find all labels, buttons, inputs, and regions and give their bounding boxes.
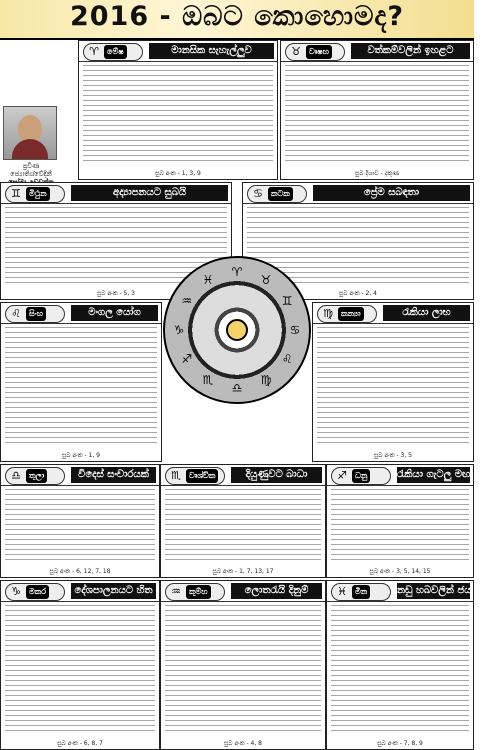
card-title: දියුණුවට බාධා [231,467,322,483]
astrologer-photo [3,106,57,160]
wheel-zodiac-icon: ♐ [181,352,193,366]
wheel-zodiac-icon: ♎ [231,381,243,395]
card-header [79,41,277,62]
lucky-numbers: සුබ අංක - 7, 8, 9 [377,740,423,747]
sun-icon [226,319,248,341]
wheel-zodiac-icon: ♓ [202,272,214,287]
sign-name: තුලා [26,469,47,483]
wheel-zodiac-icon: ♑ [173,323,185,337]
lucky-numbers: සුබ අංක - 1, 7, 13, 17 [212,568,274,575]
card-header [313,303,473,324]
lucky-numbers: සුබ දිශාව - දකුණ [354,170,399,177]
horoscope-card [312,302,474,462]
lucky-numbers: සුබ අංක - 3, 5, 14, 15 [369,568,431,575]
sign-badge [5,305,65,323]
sign-badge [165,583,225,601]
horoscope-card [78,40,278,180]
card-title: ලොතරැයි දිනුම් [231,583,322,599]
wheel-zodiac-icon: ♋ [289,323,301,337]
zodiac-icon: ♐ [337,469,347,482]
page-banner [0,0,474,40]
zodiac-wheel [163,256,311,404]
card-body-text [331,489,469,561]
lucky-numbers: සුබ අංක - 5, 3 [96,290,136,297]
lucky-numbers: සුබ අංක - 3, 5 [373,452,413,459]
sign-name: මේෂ [104,45,127,59]
sign-name: මිථුන [26,187,50,201]
horoscope-card [0,302,162,462]
lucky-numbers: සුබ අංක - 1, 3, 9 [155,170,201,177]
card-header [1,465,159,486]
sign-name: කුම්භ [186,585,211,599]
sign-name: වෘශ්චික [186,469,218,483]
lucky-numbers: සුබ අංක - 4, 8 [223,740,263,747]
card-title: විදෙස් සංචාරයක් [71,467,156,483]
zodiac-icon: ♎ [11,469,21,482]
card-title: ප්‍රේම සබඳතා [313,185,470,201]
sign-name: ධනු [352,469,370,483]
card-header [281,41,473,62]
sign-name: කටක [268,187,293,201]
zodiac-icon: ♑ [11,585,21,598]
card-header [1,581,159,602]
sign-badge [331,583,391,601]
zodiac-icon: ♏ [171,469,181,482]
zodiac-icon: ♍ [323,307,333,320]
zodiac-icon: ♋ [253,187,263,200]
sign-badge [83,43,143,61]
card-title: රැකියා ලාභ [383,305,470,321]
horoscope-card [0,580,160,750]
wheel-zodiac-icon: ♉ [260,272,272,287]
card-title: නඩු හබවලින් ජය [397,583,470,599]
card-title: වත්කම්වලින් ඉහළට [351,43,470,59]
card-title: දේශපාලනයට හිත [71,583,156,599]
horoscope-card [280,40,474,180]
card-body-text [317,327,469,445]
lucky-numbers: සුබ අංක - 6, 8, 7 [57,740,103,747]
wheel-zodiac-icon: ♒ [181,294,193,308]
astrologer-title: ප්‍රවීණ ජ්‍යොතිශ්වේදිනී [10,162,52,178]
card-header [1,303,161,324]
sign-name: කන්‍යා [338,307,364,321]
lucky-numbers: සුබ අංක - 6, 12, 7, 18 [49,568,111,575]
zodiac-icon: ♓ [337,585,347,598]
horoscope-card [326,464,497,578]
card-header [327,581,473,602]
zodiac-icon: ♌ [11,307,21,320]
wheel-zodiac-icon: ♈ [231,265,243,279]
sign-badge [5,467,65,485]
card-body-text [5,489,155,561]
card-title: මානසික සැහැල්ලුව [149,43,274,59]
card-body-text [83,65,273,163]
sign-name: මීන [352,585,370,599]
card-body-text [165,489,321,561]
sign-name: වෘෂභ [306,45,332,59]
wheel-zodiac-icon: ♊ [281,294,293,308]
sign-badge [5,583,65,601]
sign-badge [165,467,225,485]
horoscope-card [160,580,326,750]
horoscope-card [160,464,326,578]
card-title: රැකියා ගැටලු මඟ හැරේ [397,467,470,483]
astrologer-card [0,40,76,180]
zodiac-icon: ♉ [291,45,301,58]
card-body-text [331,605,469,733]
horoscope-card [326,580,474,750]
sign-name: මකර [26,585,49,599]
card-header [327,465,497,486]
sign-badge [247,185,307,203]
page-title: 2016 - ඔබට කොහොමද? [69,1,405,32]
card-header [161,581,325,602]
card-header [243,183,473,204]
horoscope-card [0,464,160,578]
card-body-text [165,605,321,733]
card-title: මංගල යෝග [71,305,158,321]
card-header [161,465,325,486]
sign-badge [285,43,345,61]
sign-badge [331,467,391,485]
wheel-zodiac-icon: ♌ [281,352,293,366]
card-header [1,183,231,204]
wheel-zodiac-icon: ♍ [260,373,272,388]
zodiac-icon: ♈ [89,45,99,58]
sign-name: සිංහ [26,307,46,321]
card-title: අද්‍යාපනයට සුබයි [71,185,228,201]
zodiac-icon: ♊ [11,187,21,200]
lucky-numbers: සුබ අංක - 1, 9 [61,452,101,459]
zodiac-icon: ♒ [171,585,181,598]
sign-badge [317,305,377,323]
lucky-numbers: සුබ අංක - 2, 4 [338,290,378,297]
card-body-text [5,327,157,445]
card-body-text [285,65,469,163]
wheel-zodiac-icon: ♏ [202,373,214,388]
sign-badge [5,185,65,203]
card-body-text [5,605,155,733]
